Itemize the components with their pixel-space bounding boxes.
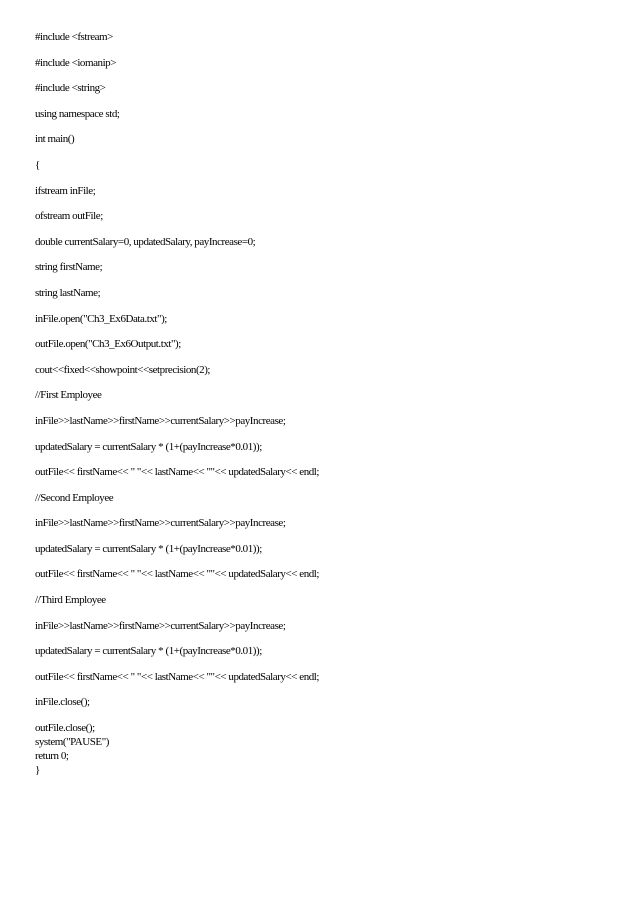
code-line: ofstream outFile;: [35, 210, 103, 223]
code-line: {: [35, 158, 40, 171]
code-line: }: [35, 764, 40, 777]
code-line: inFile.open("Ch3_Ex6Data.txt");: [35, 312, 167, 325]
code-line: string firstName;: [35, 261, 103, 274]
code-line: outFile<< firstName<< " "<< lastName<< ""<< updatedSalary<< endl;: [35, 670, 320, 683]
code-line: outFile.close();: [35, 722, 95, 735]
code-line: #include <string>: [35, 82, 106, 95]
code-line: #include <iomanip>: [35, 56, 116, 69]
code-line: updatedSalary = currentSalary * (1+(payIncrease*0.01));: [35, 645, 262, 658]
code-line: double currentSalary=0, updatedSalary, payIncrease=0;: [35, 235, 256, 248]
code-line: inFile>>lastName>>firstName>>currentSalary>>payIncrease;: [35, 517, 286, 530]
code-line: outFile<< firstName<< " "<< lastName<< ""<< updatedSalary<< endl;: [35, 568, 320, 581]
code-line: updatedSalary = currentSalary * (1+(payIncrease*0.01));: [35, 542, 262, 555]
code-line: #include <fstream>: [35, 31, 113, 43]
code-comment: //Third Employee: [35, 594, 106, 607]
code-line: inFile.close();: [35, 696, 90, 709]
code-comment: //Second Employee: [35, 491, 114, 504]
code-listing: [35, 30, 625, 777]
code-line: outFile<< firstName<< " "<< lastName<< ""<< updatedSalary<< endl;: [35, 466, 320, 479]
code-line: return 0;: [35, 750, 69, 763]
code-line: int main(): [35, 133, 75, 146]
code-line: outFile.open("Ch3_Ex6Output.txt");: [35, 338, 181, 351]
code-line: string lastName;: [35, 286, 101, 299]
code-comment: //First Employee: [35, 389, 102, 402]
code-line: updatedSalary = currentSalary * (1+(payIncrease*0.01));: [35, 440, 262, 453]
code-line: ifstream inFile;: [35, 184, 96, 197]
code-line: using namespace std;: [35, 107, 120, 120]
code-line: inFile>>lastName>>firstName>>currentSalary>>payIncrease;: [35, 414, 286, 427]
code-line: inFile>>lastName>>firstName>>currentSalary>>payIncrease;: [35, 619, 286, 632]
code-line: cout<<fixed<<showpoint<<setprecision(2);: [35, 363, 211, 376]
code-line: system("PAUSE"): [35, 736, 109, 749]
